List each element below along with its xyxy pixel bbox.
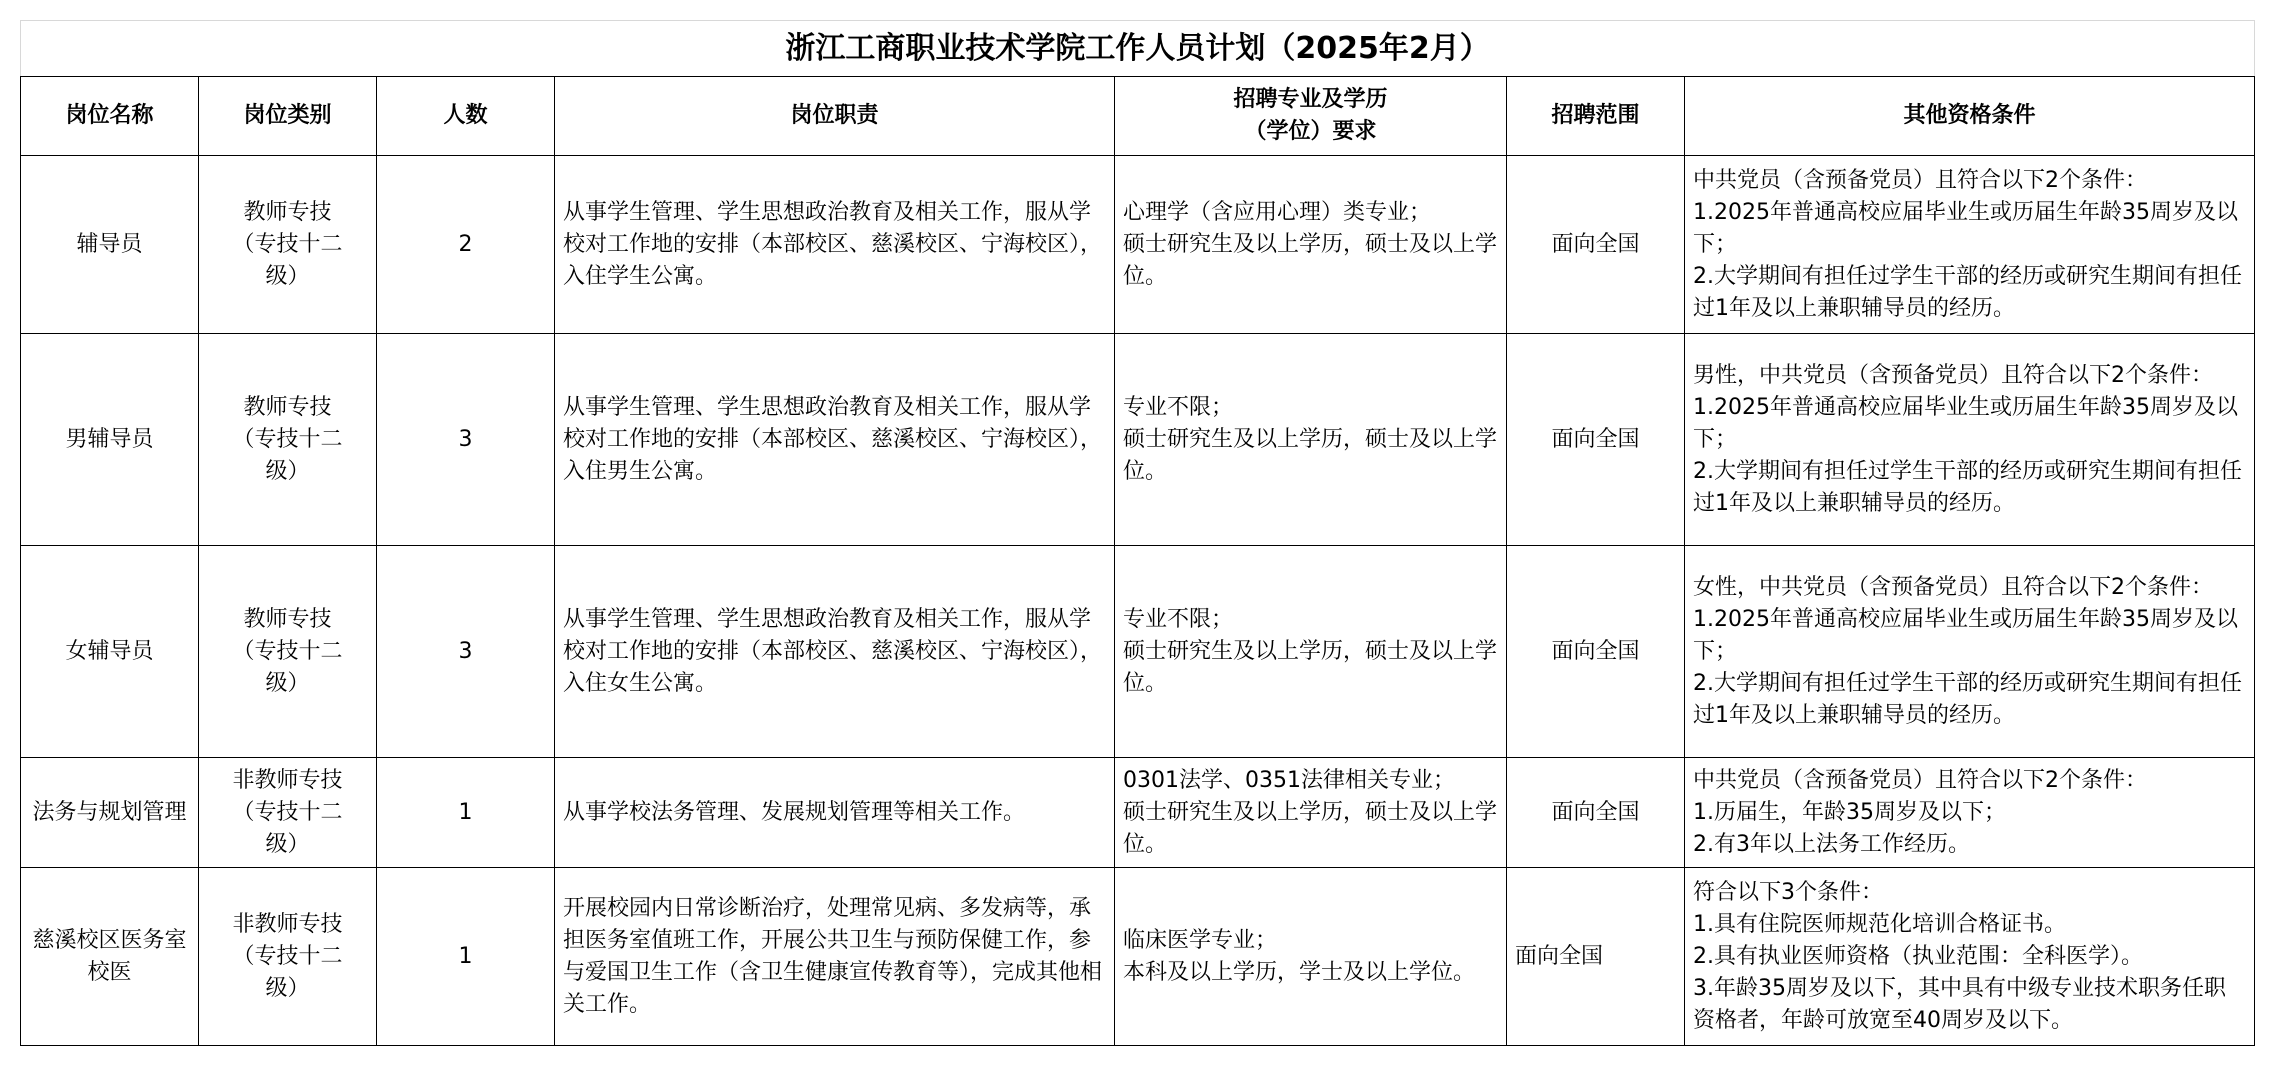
cell-position-name: 法务与规划管理 — [21, 758, 199, 868]
title-row — [21, 21, 2255, 77]
cell-major-edu: 临床医学专业； 本科及以上学历，学士及以上学位。 — [1115, 868, 1507, 1046]
cell-position-type: 教师专技 （专技十二 级） — [199, 334, 377, 546]
cell-major-edu: 专业不限； 硕士研究生及以上学历，硕士及以上学位。 — [1115, 334, 1507, 546]
cell-duties: 从事学生管理、学生思想政治教育及相关工作，服从学校对工作地的安排（本部校区、慈溪校区、宁海校区），入住学生公寓。 — [555, 156, 1115, 334]
page-title: 浙江工商职业技术学院工作人员计划（2025年2月） — [21, 21, 2255, 77]
header-row — [21, 77, 2255, 156]
cell-position-name: 男辅导员 — [21, 334, 199, 546]
cell-other: 女性，中共党员（含预备党员）且符合以下2个条件： 1.2025年普通高校应届毕业生或历届生年龄35周岁及以下； 2.大学期间有担任过学生干部的经历或研究生期间有担任过1年及以上兼职辅导员的经历。 — [1685, 546, 2255, 758]
cell-duties: 从事学校法务管理、发展规划管理等相关工作。 — [555, 758, 1115, 868]
recruitment-sheet — [20, 20, 2254, 1046]
cell-scope: 面向全国 — [1507, 868, 1685, 1046]
cell-count: 3 — [377, 546, 555, 758]
cell-other: 中共党员（含预备党员）且符合以下2个条件： 1.2025年普通高校应届毕业生或历届生年龄35周岁及以下； 2.大学期间有担任过学生干部的经历或研究生期间有担任过1年及以上兼职辅导员的经历。 — [1685, 156, 2255, 334]
header-major-edu: 招聘专业及学历 （学位）要求 — [1115, 77, 1507, 156]
cell-scope: 面向全国 — [1507, 334, 1685, 546]
cell-position-type: 非教师专技 （专技十二 级） — [199, 758, 377, 868]
cell-scope: 面向全国 — [1507, 156, 1685, 334]
cell-position-name: 慈溪校区医务室校医 — [21, 868, 199, 1046]
cell-scope: 面向全国 — [1507, 546, 1685, 758]
table-row — [21, 156, 2255, 334]
cell-other: 符合以下3个条件： 1.具有住院医师规范化培训合格证书。 2.具有执业医师资格（执业范围：全科医学）。 3.年龄35周岁及以下，其中具有中级专业技术职务任职资格者，年龄可放宽至40周岁及以下。 — [1685, 868, 2255, 1046]
header-other: 其他资格条件 — [1685, 77, 2255, 156]
cell-count: 1 — [377, 868, 555, 1046]
table-row — [21, 868, 2255, 1046]
cell-count: 3 — [377, 334, 555, 546]
cell-major-edu: 心理学（含应用心理）类专业； 硕士研究生及以上学历，硕士及以上学位。 — [1115, 156, 1507, 334]
cell-count: 2 — [377, 156, 555, 334]
cell-position-name: 辅导员 — [21, 156, 199, 334]
cell-major-edu: 0301法学、0351法律相关专业； 硕士研究生及以上学历，硕士及以上学位。 — [1115, 758, 1507, 868]
cell-major-edu: 专业不限； 硕士研究生及以上学历，硕士及以上学位。 — [1115, 546, 1507, 758]
cell-scope: 面向全国 — [1507, 758, 1685, 868]
header-count: 人数 — [377, 77, 555, 156]
recruitment-table — [20, 20, 2255, 1046]
table-row — [21, 546, 2255, 758]
cell-position-type: 教师专技 （专技十二 级） — [199, 546, 377, 758]
cell-position-type: 教师专技 （专技十二 级） — [199, 156, 377, 334]
header-position-name: 岗位名称 — [21, 77, 199, 156]
cell-other: 中共党员（含预备党员）且符合以下2个条件： 1.历届生，年龄35周岁及以下； 2.有3年以上法务工作经历。 — [1685, 758, 2255, 868]
cell-duties: 从事学生管理、学生思想政治教育及相关工作，服从学校对工作地的安排（本部校区、慈溪校区、宁海校区），入住男生公寓。 — [555, 334, 1115, 546]
cell-position-name: 女辅导员 — [21, 546, 199, 758]
cell-other: 男性，中共党员（含预备党员）且符合以下2个条件： 1.2025年普通高校应届毕业生或历届生年龄35周岁及以下； 2.大学期间有担任过学生干部的经历或研究生期间有担任过1年及以上兼职辅导员的经历。 — [1685, 334, 2255, 546]
table-row — [21, 758, 2255, 868]
table-row — [21, 334, 2255, 546]
cell-count: 1 — [377, 758, 555, 868]
header-position-type: 岗位类别 — [199, 77, 377, 156]
cell-duties: 从事学生管理、学生思想政治教育及相关工作，服从学校对工作地的安排（本部校区、慈溪校区、宁海校区），入住女生公寓。 — [555, 546, 1115, 758]
cell-position-type: 非教师专技 （专技十二 级） — [199, 868, 377, 1046]
header-scope: 招聘范围 — [1507, 77, 1685, 156]
header-duties: 岗位职责 — [555, 77, 1115, 156]
cell-duties: 开展校园内日常诊断治疗，处理常见病、多发病等，承担医务室值班工作，开展公共卫生与预防保健工作，参与爱国卫生工作（含卫生健康宣传教育等），完成其他相关工作。 — [555, 868, 1115, 1046]
